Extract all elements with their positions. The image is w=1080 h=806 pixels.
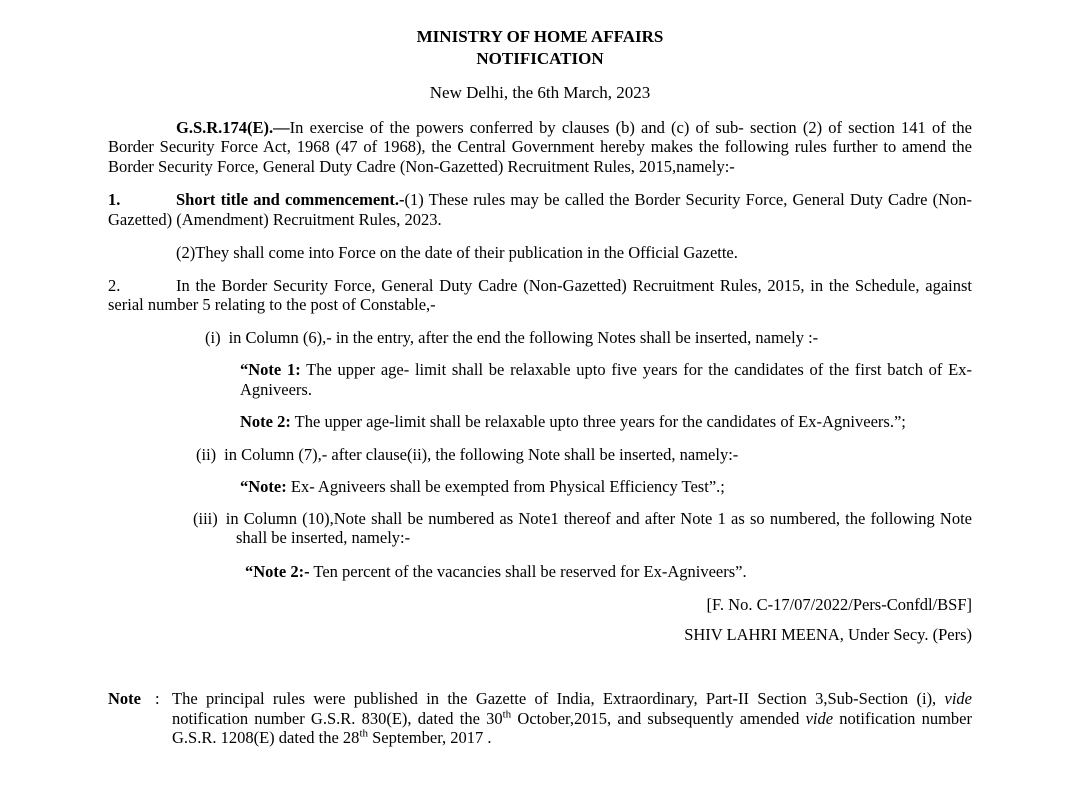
item-i-text: in Column (6),- in the entry, after the end the following Notes shall be inserted, namely :- <box>228 327 819 347</box>
item-ii-note-lead: “Note: <box>240 477 287 496</box>
preamble-paragraph <box>108 118 972 177</box>
item-iii-note <box>245 562 972 582</box>
item-ii-note <box>240 477 972 497</box>
rule-1-clause-2: (2)They shall come into Force on the date of their publication in the Official Gazette. <box>176 243 738 262</box>
item-iii-note-text: Ten percent of the vacancies shall be reserved for Ex-Agniveers”. <box>309 561 747 581</box>
item-iii-marker: (iii) <box>193 508 218 528</box>
signatory-name: SHIV LAHRI MEENA, Under Secy. (Pers) <box>684 624 972 644</box>
footnote-seg-2: notification number G.S.R. 830(E), dated the 30 <box>172 708 503 728</box>
rule-1-paragraph <box>108 190 972 229</box>
rule-2-item-ii <box>196 445 972 465</box>
rule-2-number: 2. <box>108 275 121 295</box>
note-2-text: The upper age-limit shall be relaxable upto three years for the candidates of Ex-Agniveers.”; <box>290 412 906 431</box>
note-1-text: The upper age- limit shall be relaxable upto five years for the candidates of the first batch of Ex-Agniveers. <box>240 360 972 399</box>
item-iii-text: in Column (10),Note shall be numbered as Note1 thereof and after Note 1 as so numbered, the following Note shall be inserted, namely:- <box>225 508 972 547</box>
footnote-label: Note <box>108 689 141 708</box>
preamble-text: In exercise of the powers conferred by clauses (b) and (c) of sub- section (2) of section 141 of the Border Security Force Act, 1968 (47 of 1968), the Central Government hereby makes the following rules further to amend the Border Security Force, General Duty Cadre (Non-Gazetted) Recruitment Rules, 2015,namely:- <box>108 117 972 176</box>
item-i-note-2 <box>240 412 972 432</box>
note-2-lead: Note 2: <box>240 412 291 431</box>
footnote-seg-3: October,2015, and subsequently amended <box>511 708 806 728</box>
footnote-sup-2: th <box>359 727 368 740</box>
footnote-sup-1: th <box>502 708 512 720</box>
item-i-marker: (i) <box>205 327 221 347</box>
item-ii-text: in Column (7),- after clause(ii), the following Note shall be inserted, namely:- <box>224 444 739 464</box>
rule-2-item-i <box>205 328 972 348</box>
gsr-number: G.S.R.174(E).— <box>176 117 290 137</box>
footnote-vide-2: vide <box>805 708 834 728</box>
dateline: New Delhi, the 6th March, 2023 <box>429 83 651 102</box>
file-number: [F. No. C-17/07/2022/Pers-Confdl/BSF] <box>706 595 972 614</box>
note-1-lead: “Note 1: <box>240 360 301 379</box>
rule-1-heading: Short title and commencement.- <box>176 190 405 209</box>
footnote-seg-5: September, 2017 . <box>368 728 492 747</box>
item-ii-note-text: Ex- Agniveers shall be exempted from Physical Efficiency Test”.; <box>286 477 725 496</box>
doc-type-title: NOTIFICATION <box>476 49 604 68</box>
footnote-separator: : <box>155 689 160 708</box>
footnote-paragraph <box>108 689 972 748</box>
rule-1-number: 1. <box>108 190 121 209</box>
ministry-title: MINISTRY OF HOME AFFAIRS <box>416 27 664 46</box>
footnote-seg-1: The principal rules were published in the Gazette of India, Extraordinary, Part-II Section 3,Sub-Section (i), <box>172 689 945 708</box>
rule-2-item-iii <box>193 508 972 548</box>
rule-1-clause-1: (1) These rules may be called the Border Security Force, General Duty Cadre (Non-Gazetted) (Amendment) Recruitment Rules, 2023. <box>108 190 972 229</box>
rule-2-paragraph <box>108 276 972 315</box>
item-i-note-1 <box>240 360 972 399</box>
footnote-seg-4: notification number G.S.R. 1208(E) dated the 28 <box>172 708 972 747</box>
item-ii-marker: (ii) <box>196 444 217 464</box>
footnote-vide-1: vide <box>944 689 972 708</box>
item-iii-note-lead: “Note 2:- <box>245 561 310 581</box>
rule-2-text: In the Border Security Force, General Duty Cadre (Non-Gazetted) Recruitment Rules, 2015, in the Schedule, against serial number 5 relating to the post of Constable,- <box>108 275 972 314</box>
